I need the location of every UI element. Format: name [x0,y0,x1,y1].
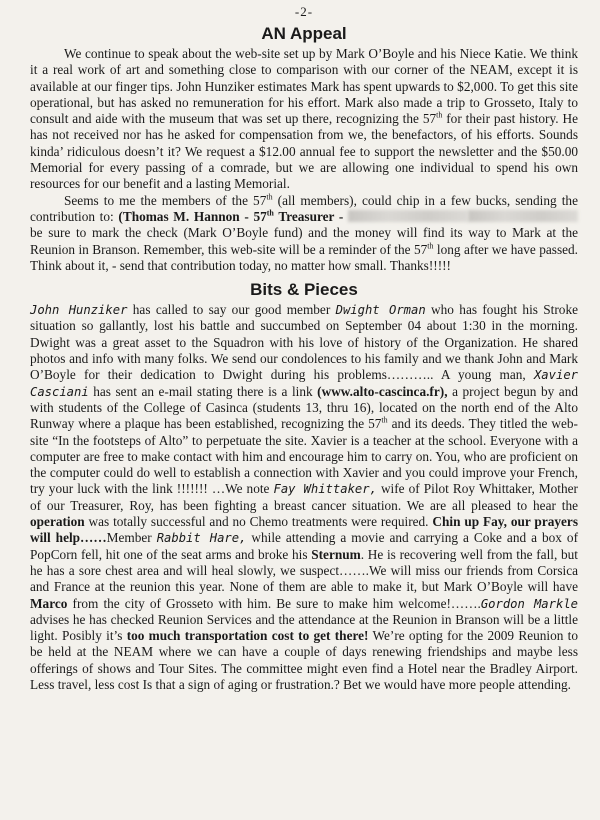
bold-sternum: Sternum [311,546,361,562]
bold-marco: Marco [30,595,68,611]
bits-heading: Bits & Pieces [250,280,358,300]
bold-transportation: too much transportation cost to get there! [126,628,369,644]
name-gordon-markle: Gordon Markle [480,596,578,611]
bold-chin-up: Chin up Fay, our prayers will help…… [30,514,578,546]
bits-paragraph: John Hunziker has called to say our good member Dwight Orman who has fought his Stroke situation so gallantly, lost his battle and succumbed on September 04 about 1:30 in the morning. Dwight was a great asset to the Squadron with his love of history of the Organization. He shared photos and info with many folks. We send our condolences to his family and we thank John and Mark O’Boyle for their dedication to Dwight during his problems……….. A young man, Xavier Casciani has sent an e-mail stating there is a link (www.alto-cascinca.fr), a project begun by and with students of the College of Casinca (students 13, thru 16), located on the north end of the Alto Runway where a plaque has been established, recognizing the 57th and its deeds. They titled the web-site “In the footsteps of Alto” to perpetuate the site. Xavier is a teacher at the school. Everyone with a computer are free to make contact with him and encourage him to carry on. You, who are proficient on the computer could do well to establish a connection with Xavier and you could improve your French, try your luck with the link !!!!!!! …We note Fay Whittaker, wife of Pilot Roy Whittaker, Mother of our Treasurer, Roy, has been fighting a breast cancer situation. We are all pleased to hear the operation was totally successful and no Chemo treatments were required. Chin up Fay, our prayers will help……Member Rabbit Hare, while attending a movie and carrying a Coke and a box of PopCorn fell, hit one of the seat arms and broke his Sternum. He is recovering well from the fall, but he has a sore chest area and will heal slowly, we suspect…….We will miss our friends from Corsica and France at the reunion this year. None of them are able to make it, but Mark O’Boyle will have Marco from the city of Grosseto with him. Be sure to make him welcome!…….Gordon Markle advises he has checked Reunion Services and the attendance at the Reunion in Branson will be a little light. Posibly it’s too much transportation cost to get there! We’re opting for the 2009 Reunion to be held at the NEAM where we can have a couple of days renewing friendships and maybe less offerings of shows and Tour Sites. The committee might even find a Hotel near the Bradley Airport. Less travel, less cost Is that a sign of aging or frustration.? Bet we would have more people attending. [30,302,579,692]
name-xavier-casciani: Xavier Casciani [30,368,578,399]
appeal-paragraph-2: Seems to me the members of the 57th (all members), could chip in a few bucks, sending the contribution to: (Thomas M. Hannon - 57th Treasurer - be sure to mark the check (Mark O’Boyle fund) and the money will find its way to Mark at the Reunion in Branson. Remember, this web-site will be a reminder of the 57th long after we have passed. Think about it, - send that contribution today, no matter how small. Thanks!!!!! [30,192,578,273]
name-rabbit-hare: Rabbit Hare, [156,531,247,546]
redacted-address-line-2 [468,210,578,222]
appeal-paragraph-1: We continue to speak about the web-site set up by Mark O’Boyle and his Niece Katie. We think it a real work of art and something close to comparison with our corner of the NEAM, except it is available at our finger tips. John Hunziker estimates Mark has spent upwards to $2,000. To get this site operational, but has asked no remuneration for his effort. Mark also made a trip to Grosseto, Italy to consult and aide with the museum that was set up there, recognizing the 57th for their past history. He has not received nor has he asked for compensation from we, the benefactors, of his efforts. Sounds kinda’ ridiculous doesn’t it? We request a $12.00 annual fee to support the newsletter and the $50.00 Memorial for every passing of a comrade, but we are allowing one individual to spend his own resources for our benefit and a lasting Memorial. [30,46,578,192]
name-john-hunziker: John Hunziker [30,303,128,318]
name-dwight-orman: Dwight Orman [335,303,426,318]
redacted-address [348,210,468,222]
bold-operation: operation [30,514,85,530]
page-number: -2- [294,4,314,19]
appeal-heading: AN Appeal [261,24,347,43]
name-fay-whittaker: Fay Whittaker, [273,482,377,497]
treasurer-name: (Thomas M. Hannon - 57th Treasurer - [118,208,344,224]
link-alto-cascinca: (www.alto-cascinca.fr), [317,383,448,399]
